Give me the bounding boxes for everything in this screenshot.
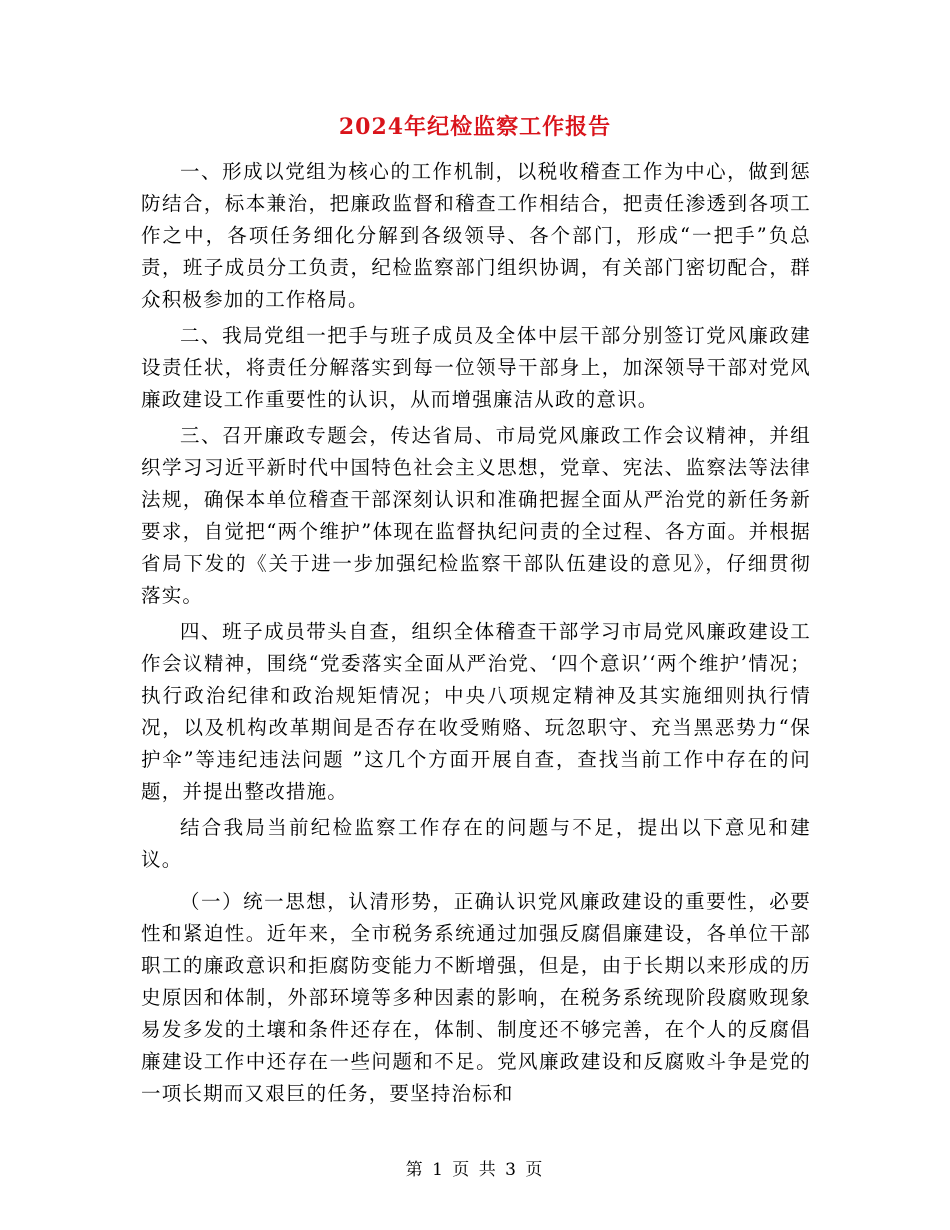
document-body — [141, 156, 811, 1110]
page-footer: 第 1 页 共 3 页 — [405, 1160, 545, 1180]
paragraph-2: 二、我局党组一把手与班子成员及全体中层干部分别签订党风廉政建设责任状，将责任分解落实到每一位领导干部身上，加深领导干部对党风廉政建设工作重要性的认识，从而增强廉洁从政的意识。 — [141, 324, 811, 411]
paragraph-3: 三、召开廉政专题会，传达省局、市局党风廉政工作会议精神，并组织学习习近平新时代中国特色社会主义思想，党章、宪法、监察法等法律法规，确保本单位稽查干部深刻认识和准确把握全面从严治党的新任务新要求，自觉把“两个维护”体现在监督执纪问责的全过程、各方面。并根据省局下发的《关于进一步加强纪检监察干部队伍建设的意见》，仔细贯彻落实。 — [141, 424, 811, 607]
document-title: 2024年纪检监察工作报告 — [338, 114, 612, 140]
paragraph-5: 结合我局当前纪检监察工作存在的问题与不足，提出以下意见和建议。 — [141, 816, 811, 871]
paragraph-6: （一）统一思想，认清形势，正确认识党风廉政建设的重要性，必要性和紧迫性。近年来，全市税务系统通过加强反腐倡廉建设，各单位干部职工的廉政意识和拒腐防变能力不断增强，但是，由于长期以来形成的历史原因和体制，外部环境等多种因素的影响，在税务系统现阶段腐败现象易发多发的土壤和条件还存在，体制、制度还不够完善，在个人的反腐倡廉建设工作中还存在一些问题和不足。党风廉政建设和反腐败斗争是党的一项长期而又艰巨的任务，要坚持治标和 — [141, 890, 811, 1105]
paragraph-1: 一、形成以党组为核心的工作机制，以税收稽查工作为中心，做到惩防结合，标本兼治，把廉政监督和稽查工作相结合，把责任渗透到各项工作之中，各项任务细化分解到各级领导、各个部门，形成“一把手”负总责，班子成员分工负责，纪检监察部门组织协调，有关部门密切配合，群众积极参加的工作格局。 — [141, 160, 811, 311]
paragraph-4: 四、班子成员带头自查，组织全体稽查干部学习市局党风廉政建设工作会议精神，围绕“党委落实全面从严治党、‘四个意识’‘两个维护’情况；执行政治纪律和政治规矩情况；中央八项规定精神及其实施细则执行情况，以及机构改革期间是否存在收受贿赂、玩忽职守、充当黑恶势力“保护伞”等违纪违法问题 ”这几个方面开展自查，查找当前工作中存在的问题，并提出整改措施。 — [141, 620, 811, 803]
